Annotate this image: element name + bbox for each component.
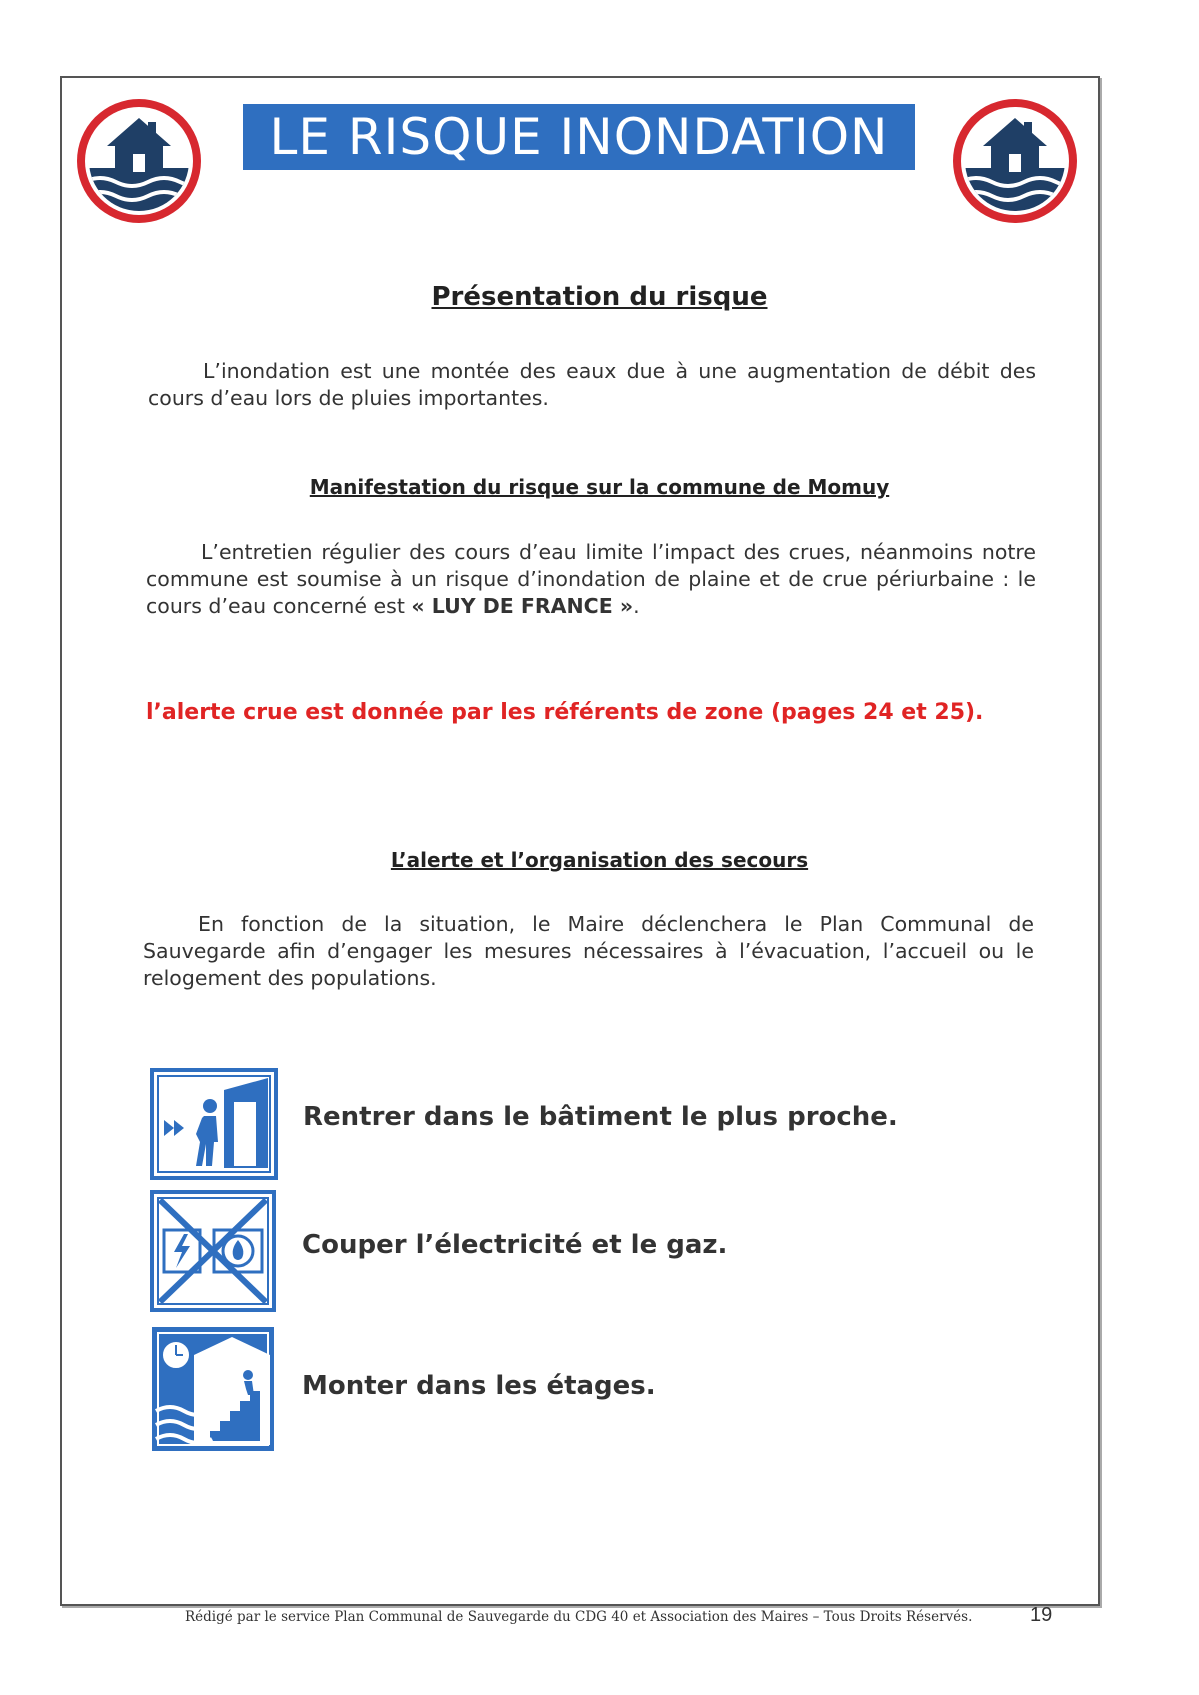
presentation-text: L’inondation est une montée des eaux due à une augmentation de débit des cours d’eau lors de pluies importantes.	[148, 359, 1036, 410]
section-heading-presentation: Présentation du risque	[431, 282, 768, 312]
section-text-alert-organisation	[143, 911, 1034, 992]
flood-house-icon	[950, 96, 1080, 226]
section-text-manifestation	[146, 539, 1036, 620]
section-heading-alert-organisation: L’alerte et l’organisation des secours	[390, 848, 809, 872]
page-title: LE RISQUE INONDATION	[243, 104, 915, 170]
manifestation-text-end: .	[633, 594, 640, 618]
flood-house-icon	[74, 96, 204, 226]
cut-electricity-gas-icon	[150, 1190, 276, 1312]
alert-organisation-text: En fonction de la situation, le Maire déclenchera le Plan Communal de Sauvegarde afin d’engager les mesures nécessaires à l’évacuation, l’accueil ou le relogement des populations.	[143, 912, 1034, 990]
action-label: Couper l’électricité et le gaz.	[302, 1230, 728, 1260]
section-text-presentation	[148, 358, 1036, 412]
go-upstairs-icon	[150, 1325, 276, 1453]
river-name: « LUY DE FRANCE »	[411, 594, 634, 618]
action-label: Rentrer dans le bâtiment le plus proche.	[303, 1102, 898, 1132]
enter-building-icon	[150, 1068, 278, 1180]
flood-alert-notice: l’alerte crue est donnée par les référents de zone (pages 24 et 25).	[146, 700, 984, 725]
footer-credit: Rédigé par le service Plan Communal de Sauvegarde du CDG 40 et Association des Maires – Tous Droits Réservés.	[185, 1609, 973, 1625]
section-heading-manifestation: Manifestation du risque sur la commune de Momuy	[309, 475, 890, 499]
page-number: 19	[1030, 1604, 1053, 1626]
action-label: Monter dans les étages.	[302, 1371, 656, 1401]
manifestation-text: L’entretien régulier des cours d’eau limite l’impact des crues, néanmoins notre commune est soumise à un risque d’inondation de plaine et de crue périurbaine : le cours d’eau concerné est	[146, 540, 1036, 618]
